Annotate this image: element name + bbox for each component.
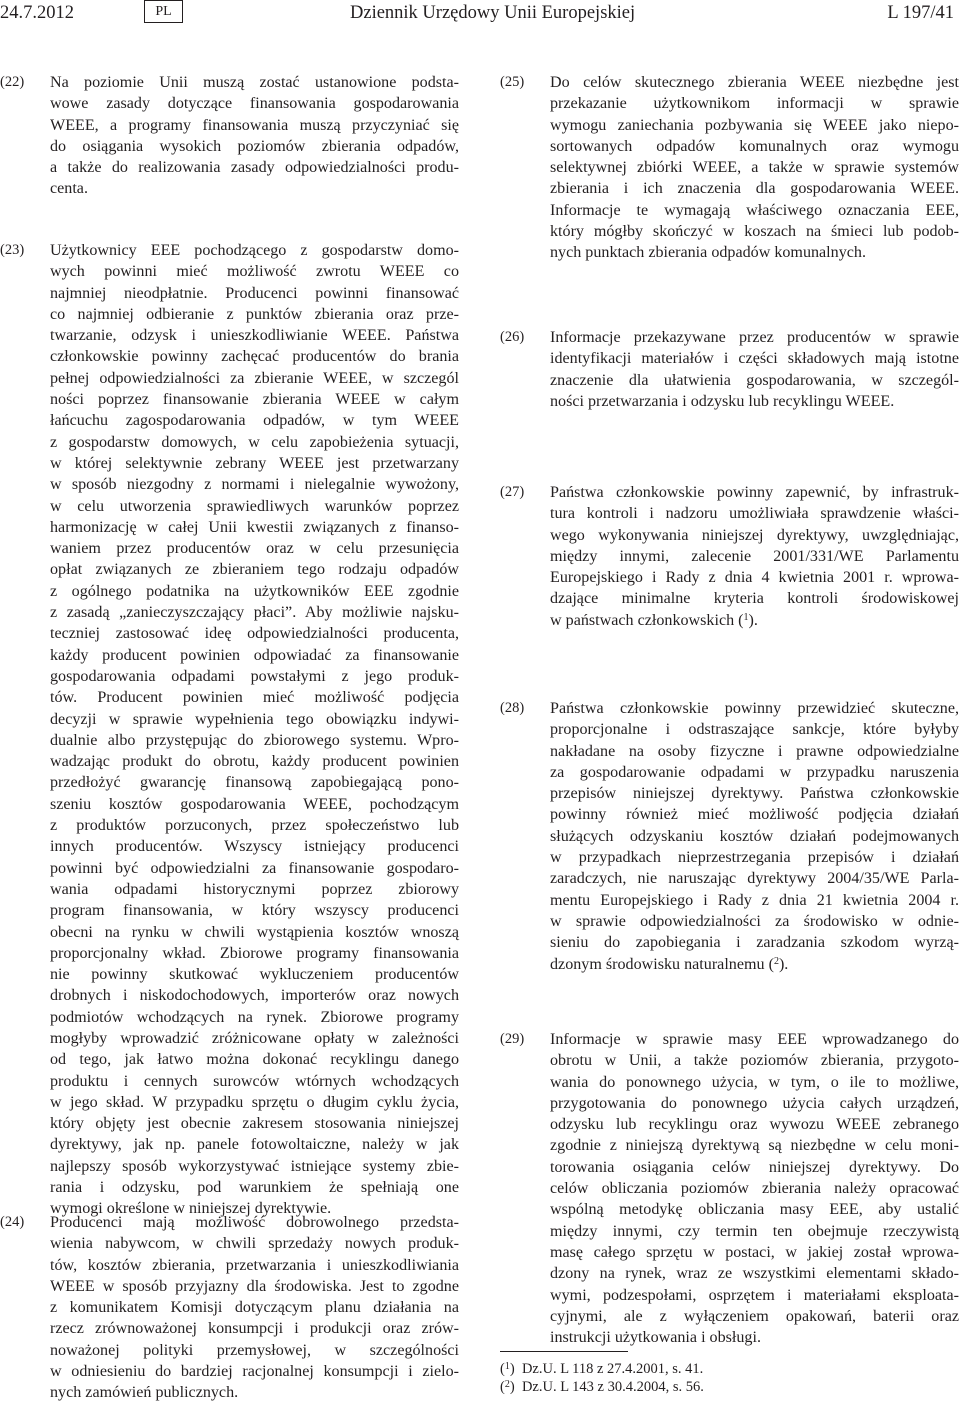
text-line: powinni być odpowiedzialni za finansowanie gospodaro- [50,859,459,877]
text-line: opłat związanych ze zbieraniem tego rodzaju odpadów [50,561,459,579]
text-line: wspólną metodykę obliczania masy EEE, aby ustalić [550,1201,959,1219]
text-line: cyjnymi, ale z wyłączeniem opakowań, baterii oraz [550,1307,959,1325]
text-line: wymi, podzespołami, osprzętem i materiałami eksploata- [550,1286,959,1304]
text-line: między innymi, czy termin ten obejmuje rzeczywistą [550,1222,959,1240]
text-line: Producenci mają możliwość dobrowolnego przedsta- [50,1214,459,1231]
text-line: zbierania i ich znaczenia dla gospodarowania WEEE. [550,180,959,198]
text-line: wowe zasady dotyczące finansowania gospodarowania [50,95,459,113]
footnote-text: Dz.U. L 143 z 30.4.2004, s. 56. [521,1379,704,1395]
text-line: Do celów skutecznego zbierania WEEE niezbędne jest [550,74,959,91]
text-line: dyrektywy, jak np. panele fotowoltaiczne, należy w jak [50,1136,459,1154]
recital-text [550,482,959,631]
text-line [550,610,959,631]
text-line: z ogólnego podatnika na użytkowników EEE zgodnie [50,582,459,600]
text-line: Informacje te wymagają właściwego oznaczania EEE, [550,201,959,219]
text-line: obecni na rynku w chwili wystąpienia kosztów wnoszą [50,923,459,941]
text-line: Informacje przekazywane przez producentów w sprawie [550,329,959,346]
text-line: nych punktach zbierania odpadów komunalnych. [550,244,866,262]
text-line [550,954,959,975]
line-tail: ). [748,611,758,629]
recital-number: (24) [0,1214,25,1230]
text-line: z komunikatem Komisji dotyczącym planu działania na [50,1299,459,1317]
text-line: innych producentów. Wszyscy istniejący producenci [50,838,459,856]
recital-number: (23) [0,242,25,258]
text-line: z produktów porzuconych, przez społeczeństwo lub [50,817,459,835]
text-line: między innymi, zalecenie 2001/331/WE Parlamentu [550,547,959,565]
recital-text [50,1212,459,1404]
text-line: członkowskie powinny zachęcać producentów do brania [50,348,459,366]
text-line: identyfikacji materiałów i części składowych mają istotne [550,350,959,368]
text-line: co najmniej odbieranie z punktów zbierania oraz prze- [50,305,459,323]
text-line: który mógłby skończyć w koszach na śmieci lub podob- [550,223,959,241]
recital-text [550,327,959,412]
recital-number: (28) [500,700,525,716]
text-line: do osiągania wysokich poziomów zbierania odpadów, [50,137,459,155]
text-line: w celu utworzenia sprawiedliwych warunków poprzez [50,497,459,515]
text-line: z zasadą „zanieczyszczający płaci”. Aby możliwie najsku- [50,604,459,622]
text-line: znaczenie dla ułatwienia gospodarowania, w szczegól- [550,371,959,389]
text-line: ności poprzez finansowanie zbierania WEEE w całym [50,391,459,409]
text-line: waniem przez producentów oraz w celu przesunięcia [50,540,459,558]
text-line: który objęty jest obecnie zakresem stosowania niniejszej [50,1115,459,1133]
text-line: w jego skład. W przypadku sprzętu o długim cyklu życia, [50,1093,459,1111]
recital-text [550,72,959,264]
text-line: Informacje w sprawie masy EEE wprowadzanego do [550,1031,959,1048]
line-text: dzonym środowisku naturalnemu ( [550,955,774,973]
text-line: centa. [50,180,88,198]
journal-title: Dziennik Urzędowy Unii Europejskiej [350,3,636,23]
text-line: program finansowania, w który wszyscy producenci [50,902,459,920]
recital-number: (26) [500,329,525,345]
text-line: za gospodarowanie odpadami w przypadku naruszenia [550,763,959,781]
text-line: zgodnie z niniejszą dyrektywą są niezbędne w celu moni- [550,1137,959,1155]
text-line: w odniesieniu do bardziej racjonalnej konsumpcji i zielo- [50,1363,459,1381]
text-line: podmiotów wchodzących na rynek. Zbiorowe programy [50,1008,459,1026]
text-line: w sposób niezgodny z normami i nielegalnie wywożony, [50,476,459,494]
language-badge: PL [144,0,183,23]
text-line: wymogi określone w niniejszej dyrektywie. [50,1200,332,1218]
text-line: WEEE, a programy finansowania muszą przyczyniać się [50,116,459,134]
text-line: nych zamówień publicznych. [50,1384,239,1402]
footnote-reference: 1 [743,611,749,623]
text-line: masę całego sprzętu w postaci, w jakiej został wprowa- [550,1243,959,1261]
text-line: produktu i cennych surowców wtórnych wchodzących [50,1072,459,1090]
text-line: wania do ponownego użycia, w tym, o ile to możliwe, [550,1073,959,1091]
footnote-mark: 1 [504,1361,510,1372]
text-line: teczniej zastosować ideę odpowiedzialności producenta, [50,625,459,643]
text-line: Na poziomie Unii muszą zostać ustanowione podsta- [50,74,459,91]
text-line: wania odpadami historycznymi poprzez zbiorowy [50,880,459,898]
text-line: od tego, jak łatwo można dokonać recyklingu danego [50,1051,459,1069]
text-line: mentu Europejskiego i Rady z dnia 21 kwietnia 2004 r. [550,891,959,909]
text-line: łańcuchu zagospodarowania odpadów, w tym WEEE [50,412,459,430]
text-line: przepisów niniejszej dyrektywy. Państwa członkowskie [550,785,959,803]
text-line: mogłyby wprowadzić zróżnicowane opłaty w zależności [50,1029,459,1047]
text-line: służących odzyskaniu kosztów działań podejmowanych [550,827,959,845]
text-line: odzysku lub recyklingu oraz wywozu WEEE zebranego [550,1116,959,1134]
text-line: sieniu do zapobiegania i zaradzania szkodom wyrzą- [550,934,959,952]
text-line: torowania osiągania celów niniejszej dyrektywy. Do [550,1158,959,1176]
text-line: szeniu kosztów gospodarowania WEEE, pochodzącym [50,795,459,813]
text-line: w której selektywnie zebrany WEEE jest przetwarzany [50,454,459,472]
text-line: a także do realizowania zasady odpowiedzialności produ- [50,159,459,177]
line-tail: ). [778,955,789,973]
text-line: najlepszy sposób wykorzystywać istniejące systemy zbie- [50,1157,459,1175]
text-line: każdy producent powinien odpowiadać za finansowanie [50,646,459,664]
text-line: najmniej nieodpłatnie. Producenci powinni finansować [50,284,459,302]
text-line: sortowanych odpadów komunalnych oraz wymogu [550,137,959,155]
text-line: tów. Producent powinien mieć możliwość podjęcia [50,689,459,707]
text-line: dzające minimalne kryteria kontroli środowiskowej [550,590,959,608]
text-line: przygotowania do ponownego użycia całych urządzeń, [550,1094,959,1112]
text-line: Europejskiego i Rady z dnia 4 kwietnia 2001 r. wprowa- [550,569,959,587]
page-reference: L 197/41 [887,3,954,23]
page-header [0,0,960,40]
text-line: zaradczych, nie naruszając dyrektywy 2004/35/WE Parla- [550,870,959,888]
text-line: przekazanie użytkownikom informacji w sprawie [550,95,959,113]
text-line: dzony na rynek, wraz ze wszystkimi elementami składo- [550,1265,959,1283]
recital-text [50,240,459,1220]
text-line: wych powinni mieć możliwość zwrotu WEEE co [50,263,459,281]
text-line: instrukcji użytkowania i obsługi. [550,1329,761,1347]
footnote-reference: 2 [773,955,779,967]
recital-text [550,698,959,975]
text-line: selektywnej zbiórki WEEE, a także w sprawie systemów [550,159,959,177]
text-line: decyzji w sprawie wypełnienia tego obowiązku indywi- [50,710,459,728]
text-line: Użytkownicy EEE pochodzącego z gospodarstw domo- [50,242,459,259]
text-line: WEEE w sposób przyjazny dla środowiska. Jest to zgodne [50,1277,459,1295]
text-line: w sprawie odpowiedzialności za środowisko w odnie- [550,912,959,930]
publication-date: 24.7.2012 [0,3,74,23]
text-line: nakładane na osoby fizyczne i prawne odpowiedzialne [550,742,959,760]
recital-number: (27) [500,484,525,500]
text-line: wienia nabywcom, w chwili sprzedaży nowych produk- [50,1235,459,1253]
text-line: dualnie albo przystępując do zbiorowego systemu. Wpro- [50,731,459,749]
text-line: Państwa członkowskie powinny zapewnić, by infrastruk- [550,484,959,501]
text-line: wego wykonywania niniejszej dyrektywy, uwzględniając, [550,526,959,544]
text-line: ności przetwarzania i odzysku lub recyklingu WEEE. [550,392,895,410]
text-line: nie powinny skutkować wykluczeniem producentów [50,966,459,984]
text-line: rzecz zrównoważonej konsumpcji i produkcji oraz zrów- [50,1320,459,1338]
footnote-separator [500,1351,628,1352]
text-line: z gospodarstw domowych, w celu zapobieżenia sytuacji, [50,433,459,451]
text-line: harmonizację w całej Unii kwestii związanych z finanso- [50,518,459,536]
text-line: proporcjonalny wkład. Zbiorowe programy finansowania [50,944,459,962]
text-line: wymogu zaniechania pozbywania się WEEE jako niepo- [550,116,959,134]
recital-text [50,72,459,200]
text-line: tura kontroli i nadzoru umożliwiała sprawdzenie właści- [550,505,959,523]
text-line: obrotu w Unii, a także poziomów zbierania, przygoto- [550,1052,959,1070]
text-line: w przypadkach nieprzestrzegania przepisów i działań [550,849,959,867]
footnote-mark: 2 [504,1379,510,1390]
text-line: wadzając produkt do obrotu, każdy producent powinien [50,753,459,771]
footnote-1: ($^1$) Dz.U. L 118 z 27.4.2001, s. 41. [500,1361,704,1377]
text-line: powinny również mieć możliwość podjęcia działań [550,806,959,824]
text-line: twarzanie, odzysk i unieszkodliwianie WEEE. Państwa [50,327,459,345]
text-line: pełnej odpowiedzialności za zbieranie WEEE, w szczegól [50,369,459,387]
text-line: przedłożyć gwarancję finansową zapobiegającą pono- [50,774,459,792]
text-line: noważonej polityki przemysłowej, w szczególności [50,1341,459,1359]
text-line: gospodarowania odpadami powstałymi z jego produk- [50,667,459,685]
text-line: tów, kosztów zbierania, przetwarzania i unieszkodliwiania [50,1256,459,1274]
text-line: drobnych i niskodochodowych, importerów oraz nowych [50,987,459,1005]
recital-number: (25) [500,74,525,90]
text-line: celów obliczania poziomów zbierania należy opracować [550,1180,959,1198]
text-line: Państwa członkowskie powinny przewidzieć skuteczne, [550,700,959,717]
recital-number: (22) [0,74,25,90]
footnote-text: Dz.U. L 118 z 27.4.2001, s. 41. [521,1361,704,1377]
text-line: proporcjonalne i odstraszające sankcje, które byłyby [550,721,959,739]
text-line: rania i odzysku, pod warunkiem że spełniają one [50,1179,459,1197]
recital-text [550,1029,959,1348]
footnote-2: ($^2$) Dz.U. L 143 z 30.4.2004, s. 56. [500,1379,704,1395]
recital-number: (29) [500,1031,525,1047]
line-text: w państwach członkowskich ( [550,611,744,629]
